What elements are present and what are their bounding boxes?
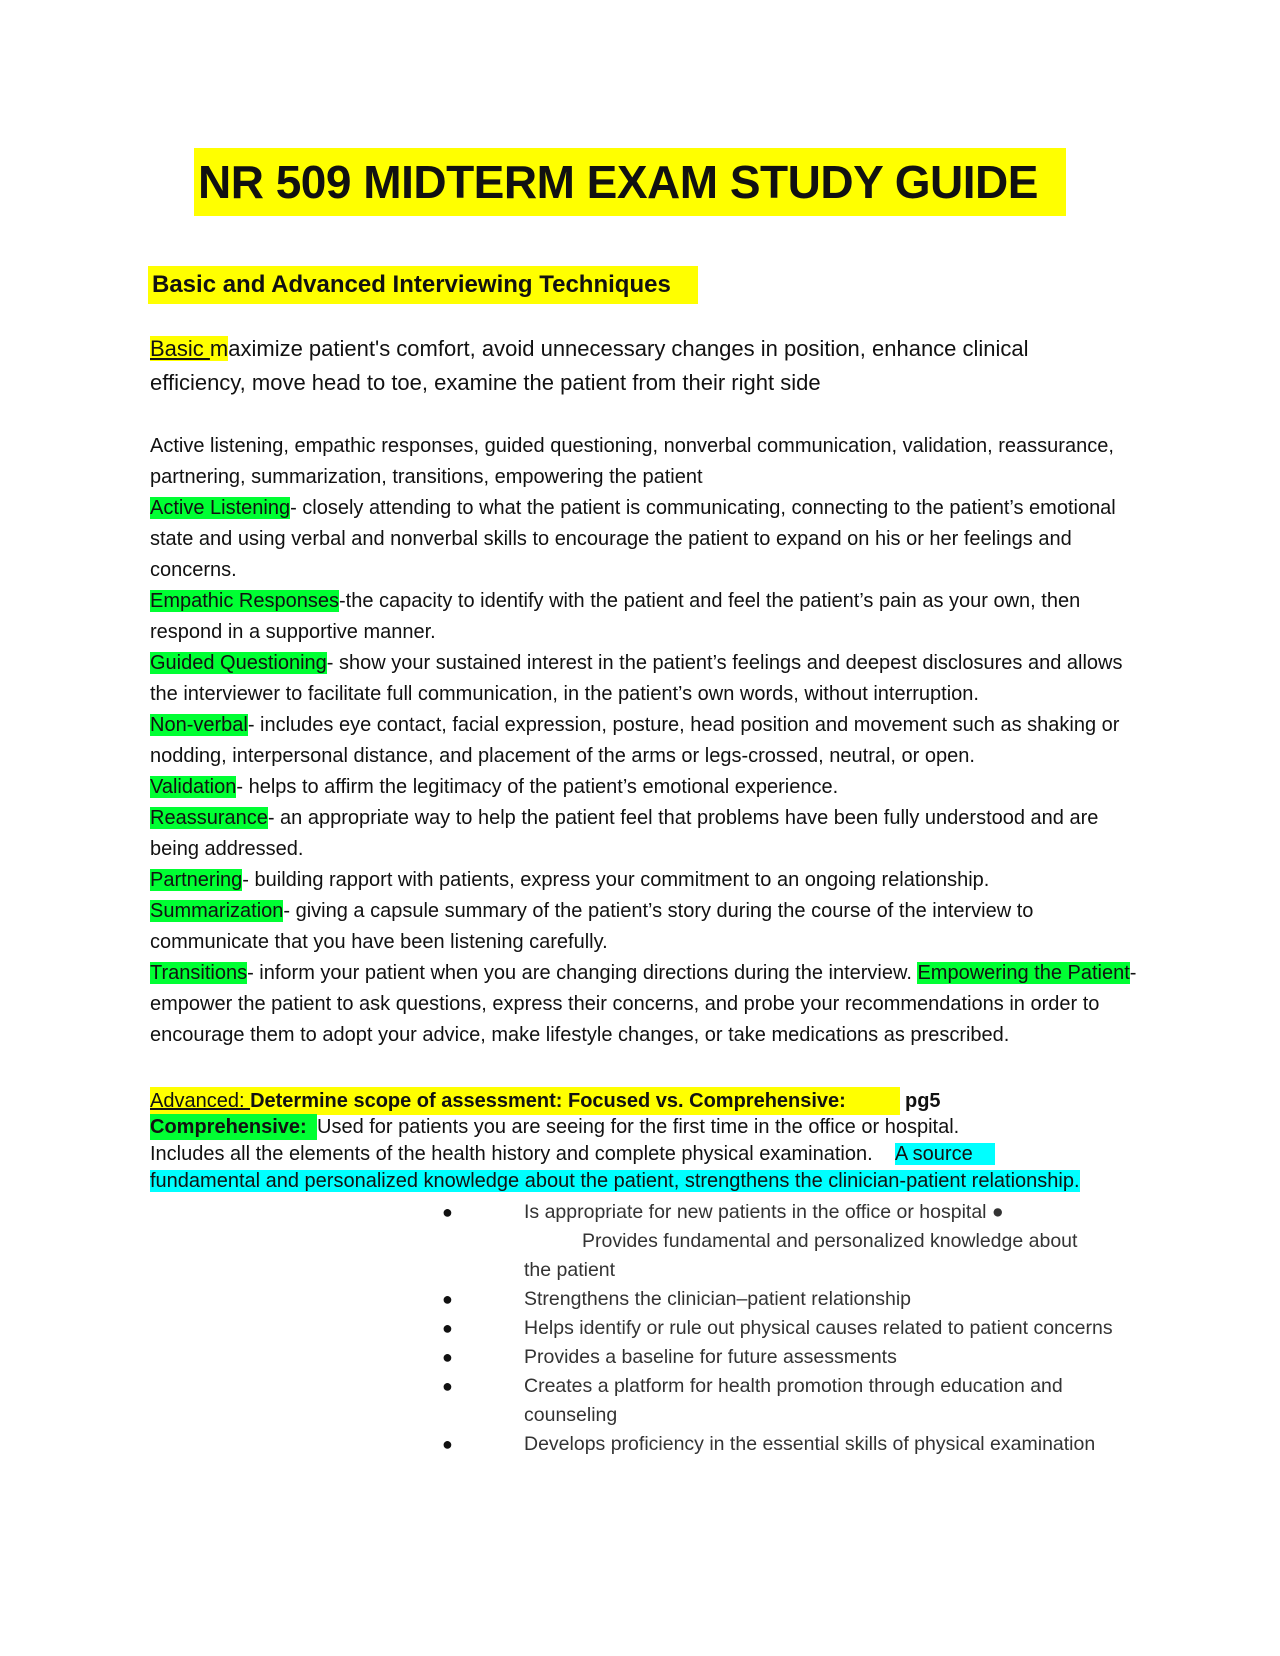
list-item — [440, 1430, 1120, 1459]
definition-text: - giving a capsule summary of the patient’s story during the course of the interview to communicate that you have been listening carefully. — [150, 900, 1034, 953]
definition-non-verbal — [150, 710, 1140, 772]
definition-reassurance — [150, 803, 1140, 865]
term: Non-verbal — [150, 714, 248, 736]
term: Partnering — [150, 869, 243, 891]
advanced-label: Advanced: — [150, 1090, 251, 1112]
definition-text: - includes eye contact, facial expression, posture, head position and movement such as shaking or nodding, interpersonal distance, and placement of the arms or legs-crossed, neutral, or open. — [150, 714, 1120, 767]
list-item-text: Helps identify or rule out physical causes related to patient concerns — [524, 1317, 1113, 1339]
document-title: NR 509 MIDTERM EXAM STUDY GUIDE — [194, 148, 1066, 216]
definition-validation — [150, 772, 1140, 803]
list-item — [440, 1343, 1120, 1372]
definition-active-listening — [150, 493, 1140, 586]
basic-label-tail: m — [209, 336, 229, 361]
advanced-box — [150, 1087, 900, 1115]
bullet-icon: ● — [442, 1318, 453, 1338]
term: Reassurance — [150, 807, 268, 829]
term: Empowering the Patient — [917, 962, 1130, 984]
list-item-text: the patient — [524, 1259, 616, 1281]
term: Empathic Responses — [150, 590, 339, 612]
term: Active Listening — [150, 497, 291, 519]
includes-line — [150, 1141, 1250, 1168]
list-item — [440, 1314, 1120, 1343]
source-line — [150, 1168, 1260, 1195]
comprehensive-text: Used for patients you are seeing for the first time in the office or hospital. — [317, 1116, 960, 1138]
source-pad — [973, 1143, 995, 1165]
bullet-icon: ● — [442, 1347, 453, 1367]
section-heading: Basic and Advanced Interviewing Techniques — [148, 266, 698, 304]
comprehensive-line — [150, 1114, 1150, 1140]
includes-text: Includes all the elements of the health history and complete physical examination. — [150, 1143, 873, 1165]
term: Guided Questioning — [150, 652, 327, 674]
list-item — [440, 1285, 1120, 1314]
definition-text: -the capacity to identify with the patient and feel the patient’s pain as your own, then respond in a supportive manner. — [150, 590, 1081, 643]
definition-text: - building rapport with patients, express your commitment to an ongoing relationship. — [242, 869, 990, 891]
bullet-icon: ● — [442, 1202, 453, 1222]
definition-text: - closely attending to what the patient is communicating, connecting to the patient’s emotional state and using verbal and nonverbal skills to encourage the patient to expand on his or her feelings and concerns. — [150, 497, 1116, 581]
list-item-text: Provides a baseline for future assessments — [524, 1346, 897, 1368]
definition-text: - show your sustained interest in the patient’s feelings and deepest disclosures and allows the interviewer to facilitate full communication, in the patient’s own words, without interruption. — [150, 652, 1123, 705]
techniques-list: Active listening, empathic responses, guided questioning, nonverbal communication, validation, reassurance, partnering, summarization, transitions, empowering the patient — [150, 435, 1114, 488]
advanced-text: Determine scope of assessment: Focused vs. Comprehensive: — [250, 1090, 846, 1112]
definition-guided-questioning — [150, 648, 1140, 710]
list-item — [440, 1372, 1120, 1430]
definition-text: - helps to affirm the legitimacy of the patient’s emotional experience. — [236, 776, 839, 798]
basic-label: Basic — [150, 336, 210, 361]
source-rest: fundamental and personalized knowledge about the patient, strengthens the clinician-patient relationship. — [150, 1170, 1080, 1192]
definition-partnering — [150, 865, 1140, 896]
techniques-body — [150, 431, 1140, 1051]
list-item-text: Provides fundamental and personalized knowledge about — [582, 1230, 1078, 1252]
definition-text: - inform your patient when you are changing directions during the interview. — [247, 962, 918, 984]
list-item — [440, 1198, 1120, 1285]
page-reference: pg5 — [905, 1090, 941, 1112]
advanced-line — [150, 1087, 950, 1115]
definition-text: - an appropriate way to help the patient feel that problems have been fully understood and are being addressed. — [150, 807, 1099, 860]
bullet-icon: ● — [442, 1434, 453, 1454]
bullet-icon: ● — [442, 1289, 453, 1309]
list-item-text: Creates a platform for health promotion through education and counseling — [524, 1375, 1063, 1426]
bullet-icon: ● — [442, 1376, 453, 1396]
intro-paragraph — [150, 332, 1110, 400]
source-start: A source — [894, 1143, 973, 1165]
list-item-text: Develops proficiency in the essential skills of physical examination — [524, 1433, 1096, 1455]
intro-text: aximize patient's comfort, avoid unnecessary changes in position, enhance clinical efficiency, move head to toe, examine the patient from their right side — [150, 336, 1029, 395]
definition-text: - empower the patient to ask questions, express their concerns, and probe your recommendations in order to encourage them to adopt your advice, make lifestyle changes, or take medications as prescribed. — [150, 962, 1137, 1046]
benefits-list — [440, 1198, 1120, 1459]
definition-empathic-responses — [150, 586, 1140, 648]
definition-summarization — [150, 896, 1140, 958]
definition-transitions-empowering — [150, 958, 1140, 1051]
term: Validation — [150, 776, 237, 798]
list-item-text: Strengthens the clinician–patient relationship — [524, 1288, 912, 1310]
term: Summarization — [150, 900, 284, 922]
comprehensive-label: Comprehensive: — [150, 1114, 317, 1140]
term: Transitions — [150, 962, 248, 984]
list-item-text: Is appropriate for new patients in the office or hospital ● — [524, 1201, 1004, 1223]
